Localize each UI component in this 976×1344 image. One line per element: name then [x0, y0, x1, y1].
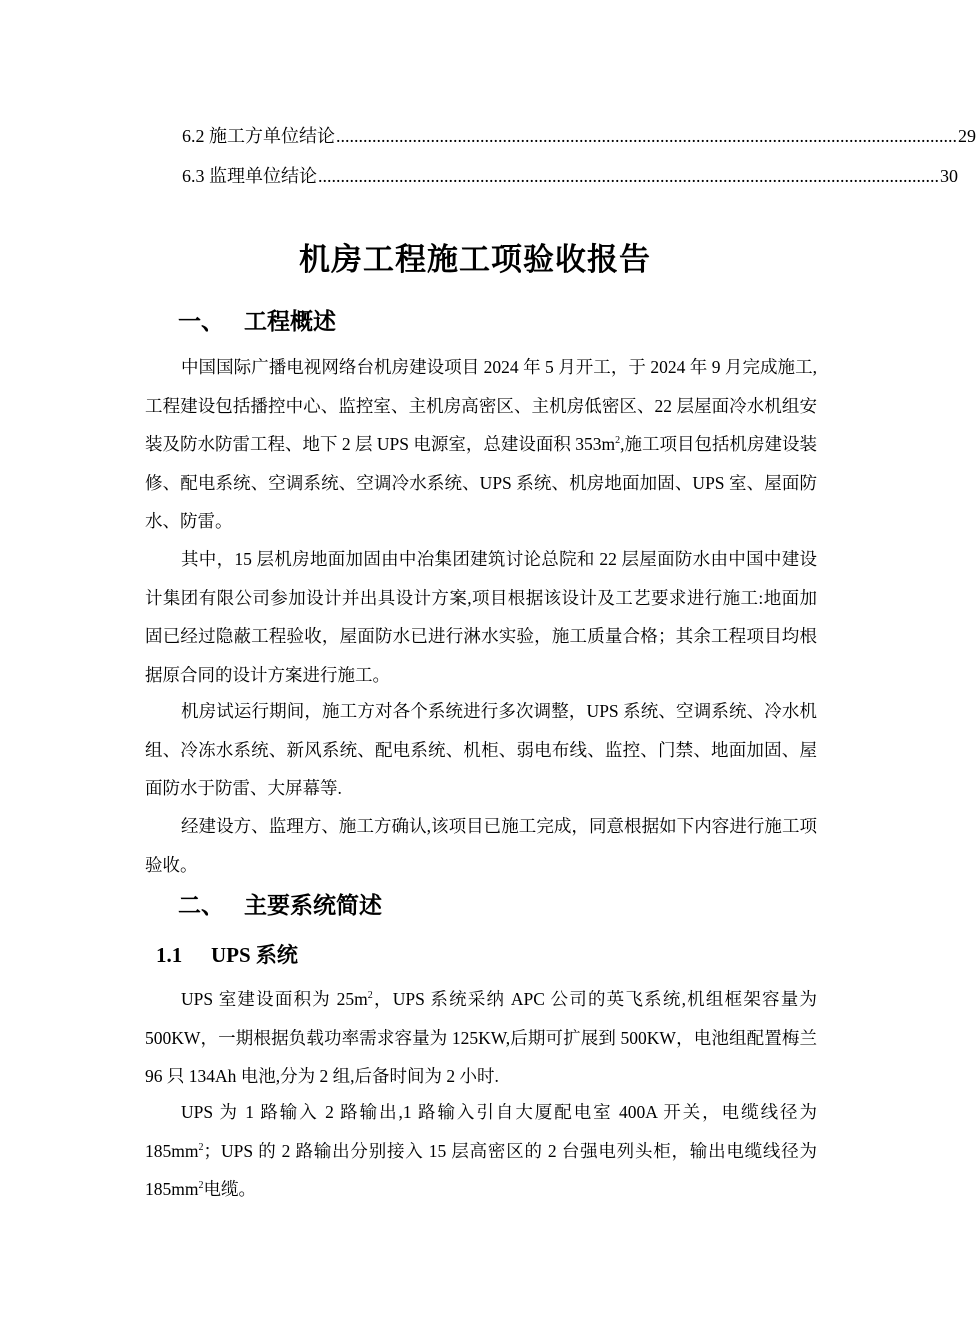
paragraph	[145, 980, 817, 1096]
toc-entry[interactable]	[182, 162, 958, 202]
superscript: 2	[367, 990, 373, 1001]
paragraph	[145, 1093, 817, 1209]
paragraph: 经建设方、监理方、施工方确认,该项目已施工完成，同意根据如下内容进行施工项验收。	[145, 816, 817, 875]
section-title: 主要系统简述	[244, 893, 382, 919]
toc-entry-label: 6.2 施工方单位结论	[182, 126, 335, 146]
toc-entry-page: 29	[958, 126, 976, 146]
paragraph: 机房试运行期间，施工方对各个系统进行多次调整，UPS 系统、空调系统、冷水机组、冷冻水系统、新风系统、配电系统、机柜、弱电布线、监控、门禁、地面加固、屋面防水于防雷、大屏幕等.	[145, 701, 817, 798]
section-title: 工程概述	[244, 309, 336, 335]
paragraph	[145, 348, 817, 541]
document-title: 机房工程施工项验收报告	[299, 242, 651, 278]
toc-entry-label: 6.3 监理单位结论	[182, 166, 317, 186]
superscript: 2	[615, 435, 621, 446]
subsection-heading	[156, 938, 298, 972]
paragraph-text: ；UPS 的 2 路输出分别接入 15 层高密区的 2 台强电列头柜，输出电缆线径为 185mm	[145, 1140, 817, 1199]
paragraph-text: ,施工项目包括机房建设装修、配电系统、空调系统、空调冷水系统、UPS 系统、机房地面加固、UPS 室、屋面防水、防雷。	[145, 434, 818, 531]
subsection-title: UPS 系统	[211, 943, 298, 967]
toc-leader-dots: ..........................................................................................................................................	[336, 126, 957, 146]
toc-leader-dots: ..........................................................................................................................................	[318, 166, 939, 186]
toc-entry[interactable]	[182, 122, 976, 162]
section-heading	[178, 304, 336, 340]
paragraph: 其中，15 层机房地面加固由中冶集团建筑讨论总院和 22 层屋面防水由中国中建设计集团有限公司参加设计并出具设计方案,项目根据该设计及工艺要求进行施工:地面加固已经过隐蔽工程验收，屋面防水已进行淋水实验，施工质量合格；其余工程项目均根据原合同的设计方案进行施工。	[145, 549, 817, 685]
paragraph-text: 电缆。	[203, 1179, 256, 1199]
paragraph-text: UPS 室建设面积为 25m	[181, 989, 368, 1009]
toc-entry-page: 30	[940, 166, 958, 186]
paragraph-text: ，UPS 系统采纳 APC 公司的英飞系统,机组框架容量为 500KW，一期根据负载功率需求容量为 125KW,后期可扩展到 500KW，电池组配置梅兰 96 只 134Ah 电池,分为 2 组,后备时间为 2 小时.	[145, 989, 817, 1086]
section-number: 二、	[178, 893, 224, 919]
paragraph-text: UPS 为 1 路输入 2 路输出,1 路输入引自大厦配电室 400A 开关，电缆线径为 185mm	[145, 1102, 817, 1161]
superscript: 2	[198, 1141, 204, 1153]
subsection-number: 1.1	[156, 943, 183, 967]
section-number: 一、	[178, 309, 224, 335]
table-of-contents	[182, 122, 976, 202]
section-heading	[178, 888, 382, 924]
superscript: 2	[198, 1180, 204, 1191]
paragraph-text: 中国国际广播电视网络台机房建设项目 2024 年 5 月开工，于 2024 年 9 月完成施工,工程建设包括播控中心、监控室、主机房高密区、主机房低密区、22 层屋面冷水机组安装及防水防雷工程、地下 2 层 UPS 电源室，总建设面积 353m	[145, 357, 817, 454]
